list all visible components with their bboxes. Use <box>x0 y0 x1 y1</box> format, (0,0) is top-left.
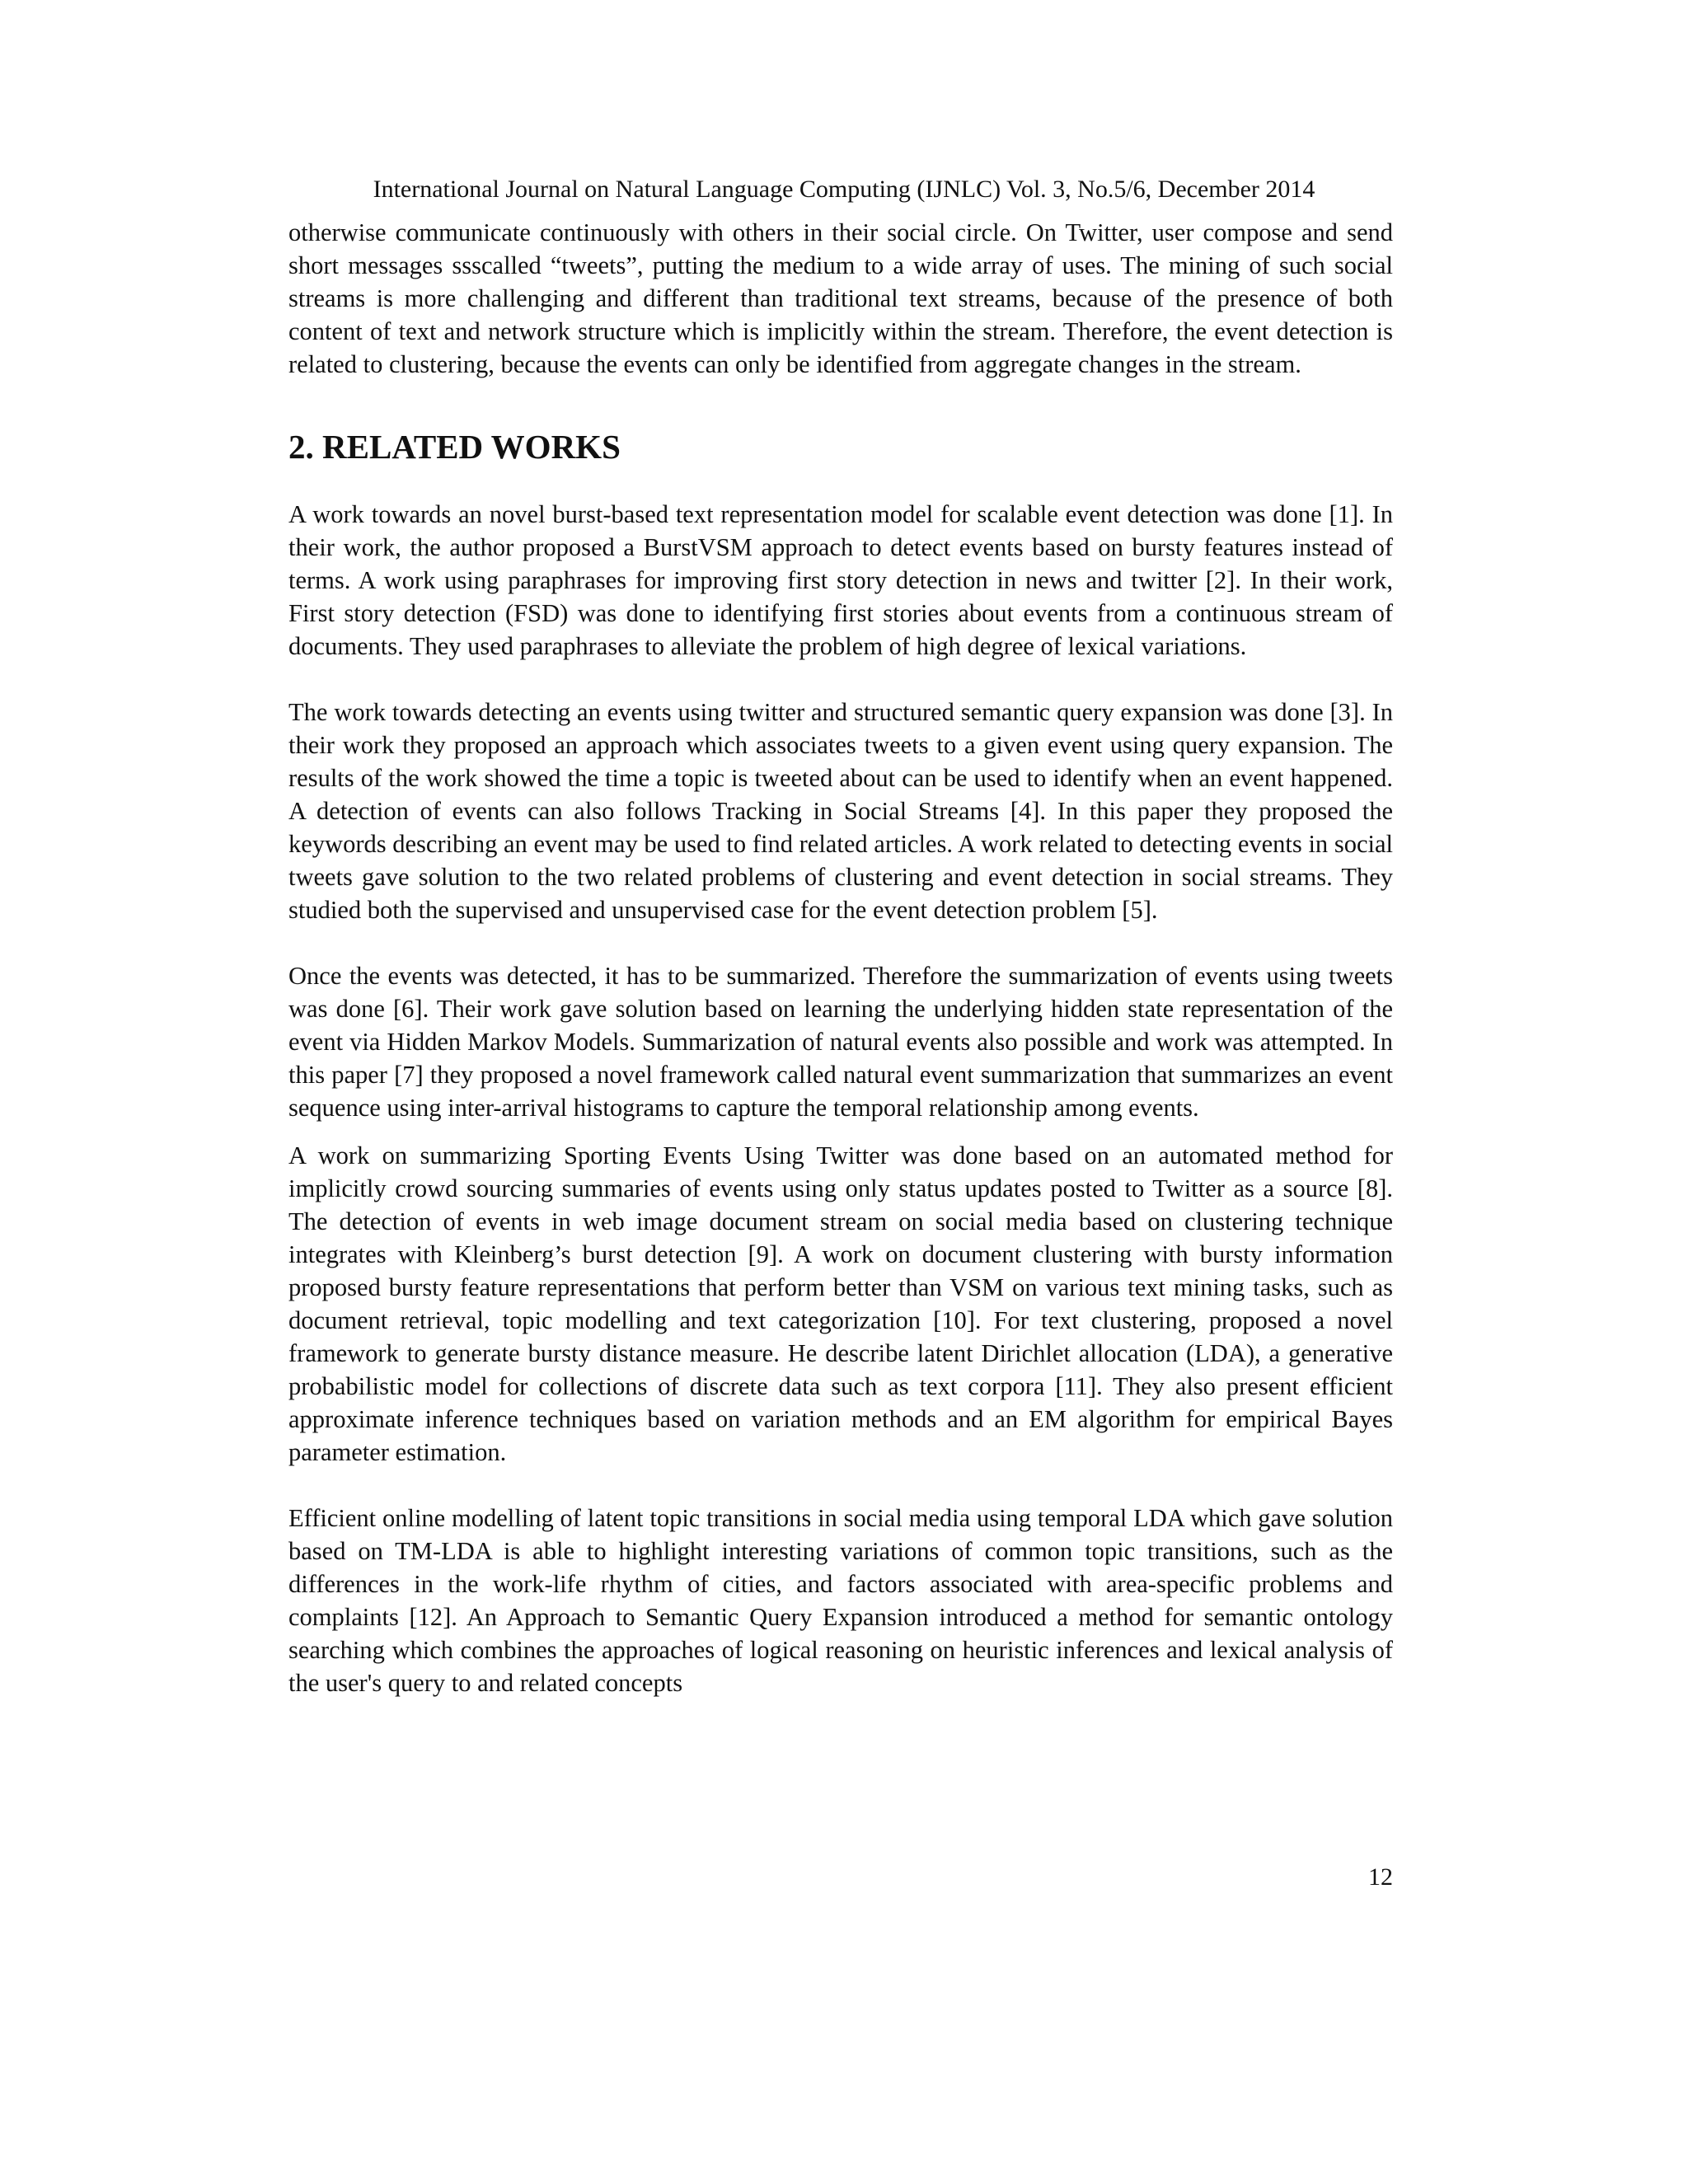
intro-paragraph: otherwise communicate continuously with others in their social circle. On Twitter, user compose and send short messages ssscalled “tweets”, putting the medium to a wide array of uses. The mining of such social streams is more challenging and different than traditional text streams, because of the presence of both content of text and network structure which is implicitly within the stream. Therefore, the event detection is related to clustering, because the events can only be identified from aggregate changes in the stream. <box>288 218 1393 378</box>
paragraph-related-3: Once the events was detected, it has to be summarized. Therefore the summarization of events using tweets was done [6]. Their work gave solution based on learning the underlying hidden state representation of the event via Hidden Markov Models. Summarization of natural events also possible and work was attempted. In this paper [7] they proposed a novel framework called natural event summarization that summarizes an event sequence using inter-arrival histograms to capture the temporal relationship among events. <box>288 962 1393 1122</box>
page-content <box>288 216 1393 1699</box>
section-heading: 2. RELATED WORKS <box>288 428 621 466</box>
paragraph-related-4: A work on summarizing Sporting Events Using Twitter was done based on an automated method for implicitly crowd sourcing summaries of events using only status updates posted to Twitter as a source [8]. The detection of events in web image document stream on social media based on clustering technique integrates with Kleinberg’s burst detection [9]. A work on document clustering with bursty information proposed bursty feature representations that perform better than VSM on various text mining tasks, such as document retrieval, topic modelling and text categorization [10]. For text clustering, proposed a novel framework to generate bursty distance measure. He describe latent Dirichlet allocation (LDA), a generative probabilistic model for collections of discrete data such as text corpora [11]. They also present efficient approximate inference techniques based on variation methods and an EM algorithm for empirical Bayes parameter estimation. <box>288 1141 1393 1466</box>
paragraph-related-1: A work towards an novel burst-based text representation model for scalable event detection was done [1]. In their work, the author proposed a BurstVSM approach to detect events based on bursty features instead of terms. A work using paraphrases for improving first story detection in news and twitter [2]. In their work, First story detection (FSD) was done to identifying first stories about events from a continuous stream of documents. They used paraphrases to alleviate the problem of high degree of lexical variations. <box>288 500 1393 660</box>
paragraph-related-5: Efficient online modelling of latent topic transitions in social media using temporal LDA which gave solution based on TM-LDA is able to highlight interesting variations of common topic transitions, such as the differences in the work-life rhythm of cities, and factors associated with area-specific problems and complaints [12]. An Approach to Semantic Query Expansion introduced a method for semantic ontology searching which combines the approaches of logical reasoning on heuristic inferences and lexical analysis of the user's query to and related concepts <box>288 1504 1393 1697</box>
running-header: International Journal on Natural Language Computing (IJNLC) Vol. 3, No.5/6, December 2014 <box>373 176 1315 203</box>
page-number: 12 <box>1368 1863 1393 1891</box>
paragraph-related-2: The work towards detecting an events using twitter and structured semantic query expansion was done [3]. In their work they proposed an approach which associates tweets to a given event using query expansion. The results of the work showed the time a topic is tweeted about can be used to identify when an event happened. A detection of events can also follows Tracking in Social Streams [4]. In this paper they proposed the keywords describing an event may be used to find related articles. A work related to detecting events in social tweets gave solution to the two related problems of clustering and event detection in social streams. They studied both the supervised and unsupervised case for the event detection problem [5]. <box>288 698 1393 924</box>
